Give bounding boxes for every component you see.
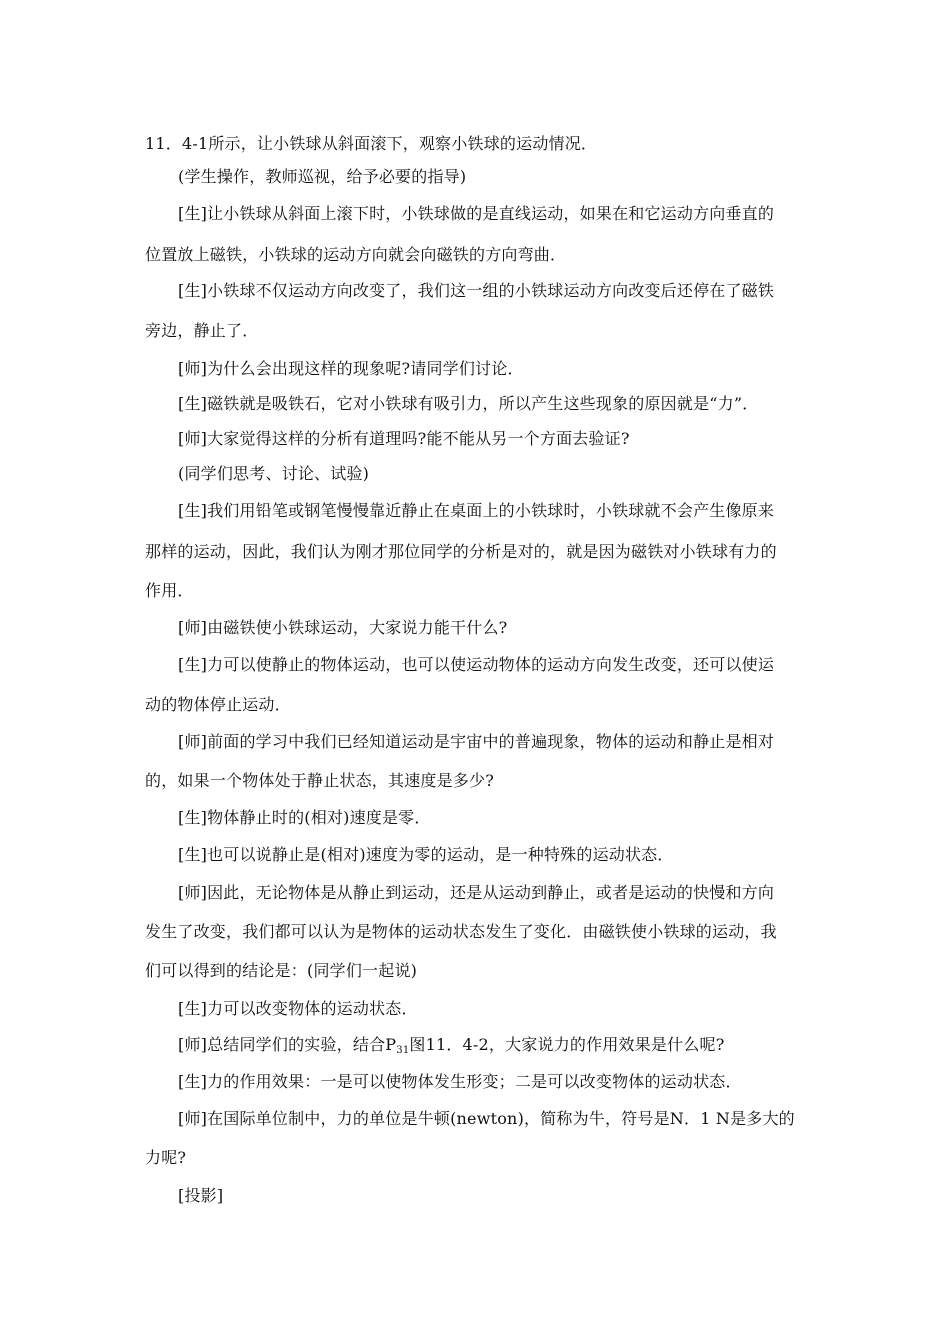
text-segment: [师]总结同学们的实验，结合P <box>178 1035 397 1054</box>
text-line: [生]也可以说静止是(相对)速度为零的运动，是一种特殊的运动状态． <box>178 845 674 864</box>
text-line: [生]小铁球不仅运动方向改变了，我们这一组的小铁球运动方向改变后还停在了磁铁 <box>178 281 775 300</box>
text-line: [投影] <box>178 1186 224 1205</box>
text-line: (同学们思考、讨论、试验) <box>178 464 370 483</box>
text-line: [生]力的作用效果：一是可以使物体发生形变；二是可以改变物体的运动状态． <box>178 1072 742 1091</box>
text-line: [生]让小铁球从斜面上滚下时，小铁球做的是直线运动，如果在和它运动方向垂直的 <box>178 204 775 223</box>
text-line: [师]在国际单位制中，力的单位是牛顿(newton)，简称为牛，符号是N．1 N是多大的 <box>178 1109 795 1128</box>
text-line: (学生操作，教师巡视，给予必要的指导) <box>178 167 467 186</box>
text-line: [生]力可以使静止的物体运动，也可以使运动物体的运动方向发生改变，还可以使运 <box>178 655 775 674</box>
text-line: 动的物体停止运动． <box>145 695 291 714</box>
text-line: 旁边，静止了． <box>145 321 259 340</box>
text-line: [师]由磁铁使小铁球运动，大家说力能干什么? <box>178 618 508 637</box>
text-line: 发生了改变，我们都可以认为是物体的运动状态发生了变化．由磁铁使小铁球的运动，我 <box>145 922 777 941</box>
text-line: 那样的运动，因此，我们认为刚才那位同学的分析是对的，就是因为磁铁对小铁球有力的 <box>145 542 777 561</box>
text-line: [生]力可以改变物体的运动状态． <box>178 999 418 1018</box>
text-line: 们可以得到的结论是：(同学们一起说) <box>145 961 418 980</box>
text-line: [师]前面的学习中我们已经知道运动是宇宙中的普遍现象，物体的运动和静止是相对 <box>178 732 775 751</box>
text-line: [师]因此，无论物体是从静止到运动，还是从运动到静止，或者是运动的快慢和方向 <box>178 883 775 902</box>
text-line: 位置放上磁铁，小铁球的运动方向就会向磁铁的方向弯曲． <box>145 245 567 264</box>
text-line: [师]大家觉得这样的分析有道理吗?能不能从另一个方面去验证? <box>178 429 630 448</box>
text-line: [生]我们用铅笔或钢笔慢慢靠近静止在桌面上的小铁球时，小铁球就不会产生像原来 <box>178 501 775 520</box>
text-line: 力呢? <box>145 1148 187 1167</box>
text-line <box>178 1032 725 1056</box>
text-line: 11．4-1所示，让小铁球从斜面滚下，观察小铁球的运动情况． <box>145 134 598 153</box>
text-line: 的，如果一个物体处于静止状态，其速度是多少? <box>145 771 494 790</box>
text-segment: 图11．4-2，大家说力的作用效果是什么呢? <box>409 1035 725 1054</box>
page-subscript: 31 <box>396 1045 410 1056</box>
text-line: [师]为什么会出现这样的现象呢?请同学们讨论． <box>178 359 524 378</box>
text-line: [生]磁铁就是吸铁石，它对小铁球有吸引力，所以产生这些现象的原因就是“力”． <box>178 394 759 413</box>
text-line: [生]物体静止时的(相对)速度是零． <box>178 808 431 827</box>
text-line: 作用． <box>145 581 194 600</box>
